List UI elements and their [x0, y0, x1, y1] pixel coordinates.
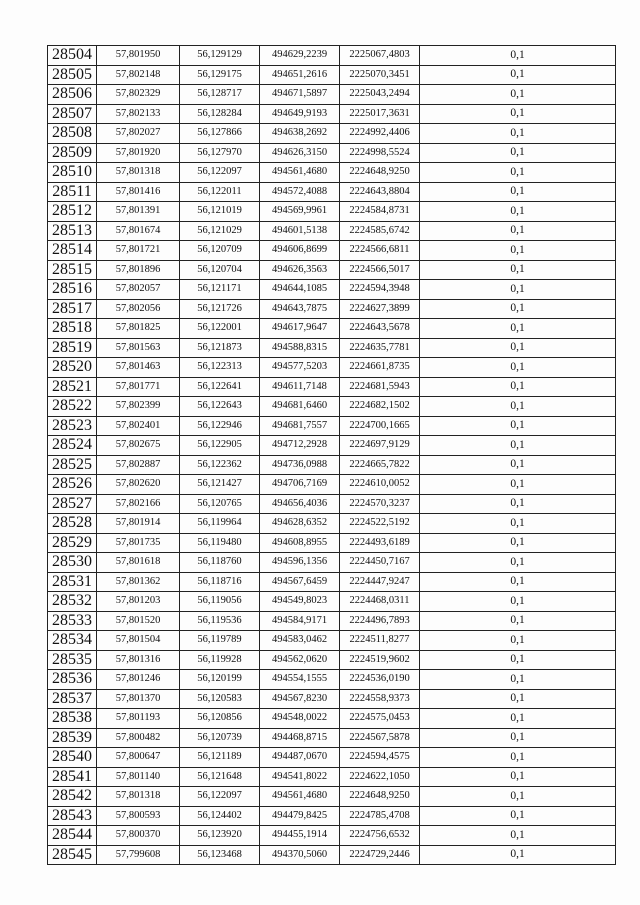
y-coordinate-cell: 2224700,1665 [340, 416, 420, 436]
longitude-cell: 56,129129 [180, 46, 260, 66]
y-coordinate-cell: 2224682,1502 [340, 397, 420, 417]
longitude-cell: 56,120199 [180, 670, 260, 690]
precision-cell: 0,1 [420, 806, 616, 826]
table-row [48, 416, 616, 436]
table-row [48, 163, 616, 183]
longitude-cell: 56,120739 [180, 728, 260, 748]
latitude-cell: 57,801674 [97, 221, 180, 241]
longitude-cell: 56,122097 [180, 787, 260, 807]
precision-cell: 0,1 [420, 299, 616, 319]
longitude-cell: 56,122641 [180, 377, 260, 397]
precision-cell: 0,1 [420, 670, 616, 690]
latitude-cell: 57,801416 [97, 182, 180, 202]
table-row [48, 631, 616, 651]
x-coordinate-cell: 494601,5138 [260, 221, 340, 241]
longitude-cell: 56,121019 [180, 202, 260, 222]
latitude-cell: 57,800647 [97, 748, 180, 768]
precision-cell: 0,1 [420, 455, 616, 475]
table-row [48, 241, 616, 261]
table-row [48, 728, 616, 748]
longitude-cell: 56,120704 [180, 260, 260, 280]
precision-cell: 0,1 [420, 221, 616, 241]
table-row [48, 845, 616, 865]
point-number-cell: 28531 [48, 572, 97, 592]
y-coordinate-cell: 2224522,5192 [340, 514, 420, 534]
point-number-cell: 28509 [48, 143, 97, 163]
x-coordinate-cell: 494736,0988 [260, 455, 340, 475]
precision-cell: 0,1 [420, 748, 616, 768]
x-coordinate-cell: 494626,3150 [260, 143, 340, 163]
table-row [48, 748, 616, 768]
longitude-cell: 56,119480 [180, 533, 260, 553]
y-coordinate-cell: 2224594,3948 [340, 280, 420, 300]
precision-cell: 0,1 [420, 475, 616, 495]
table-row [48, 533, 616, 553]
y-coordinate-cell: 2224622,1050 [340, 767, 420, 787]
point-number-cell: 28526 [48, 475, 97, 495]
x-coordinate-cell: 494561,4680 [260, 163, 340, 183]
x-coordinate-cell: 494643,7875 [260, 299, 340, 319]
point-number-cell: 28537 [48, 689, 97, 709]
x-coordinate-cell: 494562,0620 [260, 650, 340, 670]
point-number-cell: 28510 [48, 163, 97, 183]
y-coordinate-cell: 2224585,6742 [340, 221, 420, 241]
table-row [48, 572, 616, 592]
precision-cell: 0,1 [420, 85, 616, 105]
point-number-cell: 28540 [48, 748, 97, 768]
y-coordinate-cell: 2224992,4406 [340, 124, 420, 144]
coordinates-table-body [48, 46, 616, 865]
latitude-cell: 57,801771 [97, 377, 180, 397]
point-number-cell: 28534 [48, 631, 97, 651]
y-coordinate-cell: 2224558,9373 [340, 689, 420, 709]
table-row [48, 806, 616, 826]
table-row [48, 143, 616, 163]
latitude-cell: 57,801914 [97, 514, 180, 534]
y-coordinate-cell: 2225043,2494 [340, 85, 420, 105]
precision-cell: 0,1 [420, 358, 616, 378]
y-coordinate-cell: 2224681,5943 [340, 377, 420, 397]
precision-cell: 0,1 [420, 514, 616, 534]
x-coordinate-cell: 494370,5060 [260, 845, 340, 865]
y-coordinate-cell: 2224566,5017 [340, 260, 420, 280]
longitude-cell: 56,123920 [180, 826, 260, 846]
y-coordinate-cell: 2224575,0453 [340, 709, 420, 729]
point-number-cell: 28524 [48, 436, 97, 456]
point-number-cell: 28516 [48, 280, 97, 300]
table-row [48, 514, 616, 534]
x-coordinate-cell: 494681,7557 [260, 416, 340, 436]
latitude-cell: 57,801370 [97, 689, 180, 709]
point-number-cell: 28511 [48, 182, 97, 202]
y-coordinate-cell: 2225070,3451 [340, 65, 420, 85]
point-number-cell: 28538 [48, 709, 97, 729]
point-number-cell: 28523 [48, 416, 97, 436]
longitude-cell: 56,121171 [180, 280, 260, 300]
latitude-cell: 57,801318 [97, 787, 180, 807]
x-coordinate-cell: 494468,8715 [260, 728, 340, 748]
y-coordinate-cell: 2225017,3631 [340, 104, 420, 124]
precision-cell: 0,1 [420, 319, 616, 339]
x-coordinate-cell: 494549,8023 [260, 592, 340, 612]
y-coordinate-cell: 2224635,7781 [340, 338, 420, 358]
longitude-cell: 56,120856 [180, 709, 260, 729]
table-row [48, 592, 616, 612]
x-coordinate-cell: 494577,5203 [260, 358, 340, 378]
precision-cell: 0,1 [420, 397, 616, 417]
latitude-cell: 57,799608 [97, 845, 180, 865]
y-coordinate-cell: 2224785,4708 [340, 806, 420, 826]
x-coordinate-cell: 494583,0462 [260, 631, 340, 651]
precision-cell: 0,1 [420, 767, 616, 787]
precision-cell: 0,1 [420, 553, 616, 573]
latitude-cell: 57,801896 [97, 260, 180, 280]
precision-cell: 0,1 [420, 728, 616, 748]
x-coordinate-cell: 494487,0670 [260, 748, 340, 768]
table-row [48, 260, 616, 280]
precision-cell: 0,1 [420, 46, 616, 66]
y-coordinate-cell: 2224511,8277 [340, 631, 420, 651]
x-coordinate-cell: 494649,9193 [260, 104, 340, 124]
precision-cell: 0,1 [420, 416, 616, 436]
y-coordinate-cell: 2225067,4803 [340, 46, 420, 66]
point-number-cell: 28536 [48, 670, 97, 690]
longitude-cell: 56,124402 [180, 806, 260, 826]
point-number-cell: 28506 [48, 85, 97, 105]
table-row [48, 46, 616, 66]
latitude-cell: 57,802887 [97, 455, 180, 475]
x-coordinate-cell: 494569,9961 [260, 202, 340, 222]
precision-cell: 0,1 [420, 260, 616, 280]
latitude-cell: 57,801316 [97, 650, 180, 670]
longitude-cell: 56,122643 [180, 397, 260, 417]
table-row [48, 202, 616, 222]
y-coordinate-cell: 2224729,2446 [340, 845, 420, 865]
point-number-cell: 28525 [48, 455, 97, 475]
point-number-cell: 28539 [48, 728, 97, 748]
latitude-cell: 57,801203 [97, 592, 180, 612]
y-coordinate-cell: 2224519,9602 [340, 650, 420, 670]
point-number-cell: 28545 [48, 845, 97, 865]
latitude-cell: 57,802620 [97, 475, 180, 495]
point-number-cell: 28513 [48, 221, 97, 241]
latitude-cell: 57,801563 [97, 338, 180, 358]
latitude-cell: 57,800482 [97, 728, 180, 748]
longitude-cell: 56,127970 [180, 143, 260, 163]
precision-cell: 0,1 [420, 631, 616, 651]
point-number-cell: 28505 [48, 65, 97, 85]
latitude-cell: 57,801504 [97, 631, 180, 651]
precision-cell: 0,1 [420, 826, 616, 846]
point-number-cell: 28535 [48, 650, 97, 670]
table-row [48, 787, 616, 807]
point-number-cell: 28519 [48, 338, 97, 358]
longitude-cell: 56,122001 [180, 319, 260, 339]
precision-cell: 0,1 [420, 494, 616, 514]
longitude-cell: 56,121427 [180, 475, 260, 495]
point-number-cell: 28508 [48, 124, 97, 144]
y-coordinate-cell: 2224594,4575 [340, 748, 420, 768]
longitude-cell: 56,121873 [180, 338, 260, 358]
table-row [48, 104, 616, 124]
x-coordinate-cell: 494567,6459 [260, 572, 340, 592]
longitude-cell: 56,118760 [180, 553, 260, 573]
precision-cell: 0,1 [420, 377, 616, 397]
latitude-cell: 57,801950 [97, 46, 180, 66]
latitude-cell: 57,800370 [97, 826, 180, 846]
x-coordinate-cell: 494626,3563 [260, 260, 340, 280]
longitude-cell: 56,127866 [180, 124, 260, 144]
precision-cell: 0,1 [420, 845, 616, 865]
longitude-cell: 56,128284 [180, 104, 260, 124]
y-coordinate-cell: 2224756,6532 [340, 826, 420, 846]
x-coordinate-cell: 494681,6460 [260, 397, 340, 417]
y-coordinate-cell: 2224998,5524 [340, 143, 420, 163]
table-row [48, 280, 616, 300]
y-coordinate-cell: 2224643,8804 [340, 182, 420, 202]
y-coordinate-cell: 2224567,5878 [340, 728, 420, 748]
table-row [48, 689, 616, 709]
latitude-cell: 57,801735 [97, 533, 180, 553]
x-coordinate-cell: 494561,4680 [260, 787, 340, 807]
table-row [48, 338, 616, 358]
point-number-cell: 28542 [48, 787, 97, 807]
y-coordinate-cell: 2224648,9250 [340, 787, 420, 807]
x-coordinate-cell: 494644,1085 [260, 280, 340, 300]
x-coordinate-cell: 494712,2928 [260, 436, 340, 456]
x-coordinate-cell: 494541,8022 [260, 767, 340, 787]
y-coordinate-cell: 2224643,5678 [340, 319, 420, 339]
y-coordinate-cell: 2224450,7167 [340, 553, 420, 573]
y-coordinate-cell: 2224627,3899 [340, 299, 420, 319]
y-coordinate-cell: 2224566,6811 [340, 241, 420, 261]
y-coordinate-cell: 2224570,3237 [340, 494, 420, 514]
point-number-cell: 28521 [48, 377, 97, 397]
point-number-cell: 28527 [48, 494, 97, 514]
x-coordinate-cell: 494606,8699 [260, 241, 340, 261]
table-row [48, 124, 616, 144]
table-row [48, 299, 616, 319]
latitude-cell: 57,801193 [97, 709, 180, 729]
x-coordinate-cell: 494651,2616 [260, 65, 340, 85]
table-row [48, 436, 616, 456]
longitude-cell: 56,119056 [180, 592, 260, 612]
precision-cell: 0,1 [420, 202, 616, 222]
y-coordinate-cell: 2224468,0311 [340, 592, 420, 612]
y-coordinate-cell: 2224496,7893 [340, 611, 420, 631]
longitude-cell: 56,121029 [180, 221, 260, 241]
latitude-cell: 57,802401 [97, 416, 180, 436]
precision-cell: 0,1 [420, 572, 616, 592]
table-row [48, 475, 616, 495]
point-number-cell: 28529 [48, 533, 97, 553]
latitude-cell: 57,802329 [97, 85, 180, 105]
x-coordinate-cell: 494617,9647 [260, 319, 340, 339]
precision-cell: 0,1 [420, 163, 616, 183]
longitude-cell: 56,122946 [180, 416, 260, 436]
latitude-cell: 57,801920 [97, 143, 180, 163]
latitude-cell: 57,801318 [97, 163, 180, 183]
point-number-cell: 28530 [48, 553, 97, 573]
x-coordinate-cell: 494584,9171 [260, 611, 340, 631]
point-number-cell: 28518 [48, 319, 97, 339]
point-number-cell: 28528 [48, 514, 97, 534]
y-coordinate-cell: 2224584,8731 [340, 202, 420, 222]
longitude-cell: 56,121726 [180, 299, 260, 319]
x-coordinate-cell: 494628,6352 [260, 514, 340, 534]
table-row [48, 182, 616, 202]
latitude-cell: 57,801140 [97, 767, 180, 787]
longitude-cell: 56,129175 [180, 65, 260, 85]
x-coordinate-cell: 494611,7148 [260, 377, 340, 397]
point-number-cell: 28544 [48, 826, 97, 846]
point-number-cell: 28514 [48, 241, 97, 261]
latitude-cell: 57,802675 [97, 436, 180, 456]
y-coordinate-cell: 2224648,9250 [340, 163, 420, 183]
point-number-cell: 28532 [48, 592, 97, 612]
x-coordinate-cell: 494572,4088 [260, 182, 340, 202]
latitude-cell: 57,800593 [97, 806, 180, 826]
table-row [48, 358, 616, 378]
table-row [48, 709, 616, 729]
x-coordinate-cell: 494588,8315 [260, 338, 340, 358]
point-number-cell: 28543 [48, 806, 97, 826]
point-number-cell: 28512 [48, 202, 97, 222]
latitude-cell: 57,801246 [97, 670, 180, 690]
x-coordinate-cell: 494608,8955 [260, 533, 340, 553]
latitude-cell: 57,802133 [97, 104, 180, 124]
x-coordinate-cell: 494479,8425 [260, 806, 340, 826]
precision-cell: 0,1 [420, 124, 616, 144]
latitude-cell: 57,802399 [97, 397, 180, 417]
y-coordinate-cell: 2224610,0052 [340, 475, 420, 495]
table-row [48, 397, 616, 417]
table-row [48, 670, 616, 690]
longitude-cell: 56,122097 [180, 163, 260, 183]
point-number-cell: 28515 [48, 260, 97, 280]
precision-cell: 0,1 [420, 787, 616, 807]
y-coordinate-cell: 2224697,9129 [340, 436, 420, 456]
longitude-cell: 56,119928 [180, 650, 260, 670]
y-coordinate-cell: 2224447,9247 [340, 572, 420, 592]
point-number-cell: 28522 [48, 397, 97, 417]
precision-cell: 0,1 [420, 592, 616, 612]
precision-cell: 0,1 [420, 104, 616, 124]
y-coordinate-cell: 2224493,6189 [340, 533, 420, 553]
table-row [48, 826, 616, 846]
latitude-cell: 57,801721 [97, 241, 180, 261]
precision-cell: 0,1 [420, 338, 616, 358]
x-coordinate-cell: 494629,2239 [260, 46, 340, 66]
precision-cell: 0,1 [420, 533, 616, 553]
precision-cell: 0,1 [420, 709, 616, 729]
latitude-cell: 57,801825 [97, 319, 180, 339]
precision-cell: 0,1 [420, 650, 616, 670]
point-number-cell: 28507 [48, 104, 97, 124]
latitude-cell: 57,801618 [97, 553, 180, 573]
latitude-cell: 57,802148 [97, 65, 180, 85]
y-coordinate-cell: 2224665,7822 [340, 455, 420, 475]
precision-cell: 0,1 [420, 143, 616, 163]
precision-cell: 0,1 [420, 65, 616, 85]
point-number-cell: 28504 [48, 46, 97, 66]
x-coordinate-cell: 494706,7169 [260, 475, 340, 495]
latitude-cell: 57,801520 [97, 611, 180, 631]
longitude-cell: 56,128717 [180, 85, 260, 105]
longitude-cell: 56,119789 [180, 631, 260, 651]
latitude-cell: 57,801463 [97, 358, 180, 378]
precision-cell: 0,1 [420, 436, 616, 456]
latitude-cell: 57,801391 [97, 202, 180, 222]
longitude-cell: 56,122011 [180, 182, 260, 202]
longitude-cell: 56,121189 [180, 748, 260, 768]
point-number-cell: 28517 [48, 299, 97, 319]
latitude-cell: 57,801362 [97, 572, 180, 592]
table-row [48, 319, 616, 339]
x-coordinate-cell: 494455,1914 [260, 826, 340, 846]
longitude-cell: 56,122905 [180, 436, 260, 456]
x-coordinate-cell: 494567,8230 [260, 689, 340, 709]
table-row [48, 611, 616, 631]
longitude-cell: 56,120583 [180, 689, 260, 709]
longitude-cell: 56,122362 [180, 455, 260, 475]
x-coordinate-cell: 494548,0022 [260, 709, 340, 729]
table-row [48, 767, 616, 787]
x-coordinate-cell: 494596,1356 [260, 553, 340, 573]
longitude-cell: 56,122313 [180, 358, 260, 378]
longitude-cell: 56,118716 [180, 572, 260, 592]
table-row [48, 221, 616, 241]
x-coordinate-cell: 494554,1555 [260, 670, 340, 690]
y-coordinate-cell: 2224536,0190 [340, 670, 420, 690]
point-number-cell: 28520 [48, 358, 97, 378]
precision-cell: 0,1 [420, 241, 616, 261]
precision-cell: 0,1 [420, 182, 616, 202]
y-coordinate-cell: 2224661,8735 [340, 358, 420, 378]
table-row [48, 455, 616, 475]
table-row [48, 553, 616, 573]
precision-cell: 0,1 [420, 280, 616, 300]
longitude-cell: 56,120709 [180, 241, 260, 261]
coordinates-table [47, 45, 616, 865]
x-coordinate-cell: 494656,4036 [260, 494, 340, 514]
precision-cell: 0,1 [420, 689, 616, 709]
x-coordinate-cell: 494671,5897 [260, 85, 340, 105]
point-number-cell: 28533 [48, 611, 97, 631]
longitude-cell: 56,123468 [180, 845, 260, 865]
longitude-cell: 56,120765 [180, 494, 260, 514]
longitude-cell: 56,119964 [180, 514, 260, 534]
latitude-cell: 57,802027 [97, 124, 180, 144]
table-row [48, 650, 616, 670]
x-coordinate-cell: 494638,2692 [260, 124, 340, 144]
precision-cell: 0,1 [420, 611, 616, 631]
longitude-cell: 56,119536 [180, 611, 260, 631]
latitude-cell: 57,802056 [97, 299, 180, 319]
table-row [48, 377, 616, 397]
latitude-cell: 57,802166 [97, 494, 180, 514]
longitude-cell: 56,121648 [180, 767, 260, 787]
table-row [48, 65, 616, 85]
latitude-cell: 57,802057 [97, 280, 180, 300]
table-row [48, 494, 616, 514]
point-number-cell: 28541 [48, 767, 97, 787]
table-row [48, 85, 616, 105]
